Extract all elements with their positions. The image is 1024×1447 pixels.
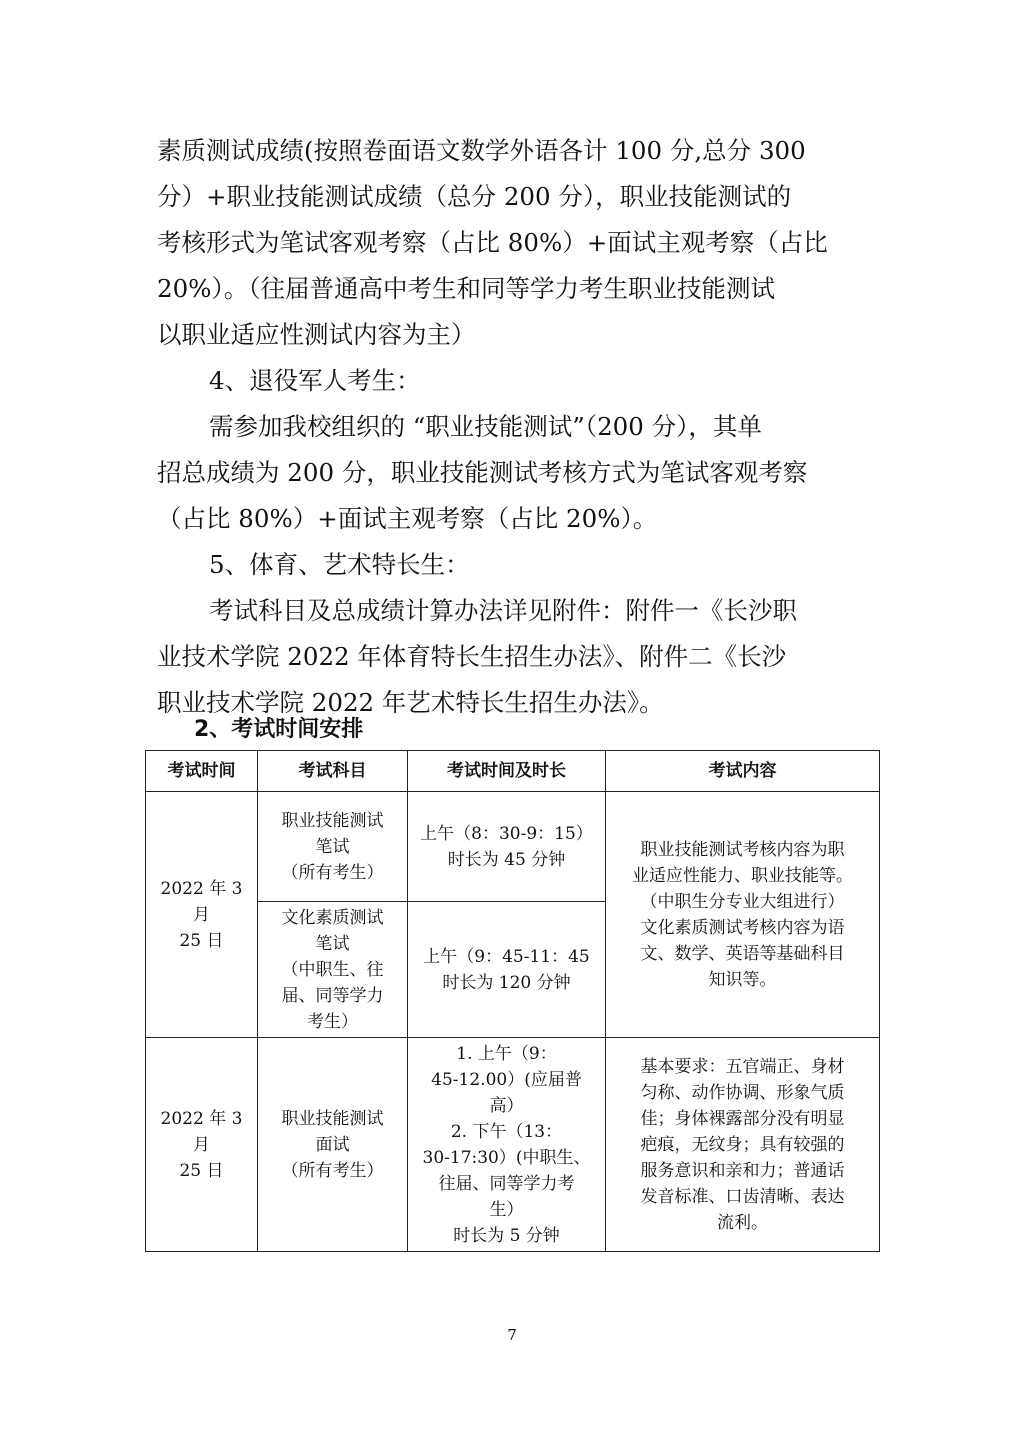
table-header-row xyxy=(146,751,880,792)
table-row xyxy=(146,792,880,902)
item4-heading: 4、退役军人考生： xyxy=(209,366,421,395)
group2-content-cell: 基本要求：五官端正、身材 匀称、动作协调、形象气质 佳；身体裸露部分没有明显 疤痕，无纹身；具有较强的 服务意识和亲和力；普通话 发音标准、口齿清晰、表达 流利。 xyxy=(606,1038,880,1252)
table-row xyxy=(146,1038,880,1252)
header-exam-content: 考试内容 xyxy=(606,751,880,792)
group1-date-cell: 2022 年 3 月 25 日 xyxy=(146,792,258,1038)
page-number: 7 xyxy=(507,1326,517,1344)
group1-row1-subject-cell: 职业技能测试 笔试 （所有考生） xyxy=(258,792,408,902)
group2-time-cell: 1. 上午（9： 45-12.00）(应届普 高） 2. 下午（13： 30-17:30）(中职生、 往届、同等学力考 生） 时长为 5 分钟 xyxy=(408,1038,606,1252)
item5-heading: 5、体育、艺术特长生： xyxy=(209,550,470,579)
group2-subject-cell: 职业技能测试 面试 （所有考生） xyxy=(258,1038,408,1252)
group1-content-cell: 职业技能测试考核内容为职 业适应性能力、职业技能等。 （中职生分专业大组进行） 文化素质测试考核内容为语 文、数学、英语等基础科目 知识等。 xyxy=(606,792,880,1038)
group1-row2-time-cell: 上午（9：45-11：45 时长为 120 分钟 xyxy=(408,902,606,1038)
para1-line: 分）+职业技能测试成绩（总分 200 分），职业技能测试的 xyxy=(157,182,792,211)
item5-line: 业技术学院 2022 年体育特长生招生办法》、附件二《长沙 xyxy=(157,642,787,671)
para1-line: 以职业适应性测试内容为主） xyxy=(157,320,476,349)
item5-line: 考试科目及总成绩计算办法详见附件：附件一《长沙职 xyxy=(209,596,797,625)
header-exam-subject: 考试科目 xyxy=(258,751,408,792)
para1-line: 素质测试成绩(按照卷面语文数学外语各计 100 分,总分 300 xyxy=(157,136,806,165)
header-exam-time: 考试时间 xyxy=(146,751,258,792)
group1-row1-time-cell: 上午（8：30-9：15） 时长为 45 分钟 xyxy=(408,792,606,902)
section-heading: 2、考试时间安排 xyxy=(194,717,364,742)
group1-row2-subject-cell: 文化素质测试 笔试 （中职生、往 届、同等学力 考生） xyxy=(258,902,408,1038)
item4-line: 招总成绩为 200 分，职业技能测试考核方式为笔试客观考察 xyxy=(157,458,808,487)
item5-line: 职业技术学院 2022 年艺术特长生招生办法》。 xyxy=(157,688,664,717)
body-text xyxy=(157,128,871,726)
header-exam-duration: 考试时间及时长 xyxy=(408,751,606,792)
para1-line: 20%）。（往届普通高中考生和同等学力考生职业技能测试 xyxy=(157,274,775,303)
item4-line: （占比 80%）+面试主观考察（占比 20%）。 xyxy=(157,504,658,533)
exam-schedule-table xyxy=(145,750,880,1252)
group2-date-cell: 2022 年 3 月 25 日 xyxy=(146,1038,258,1252)
item4-line: 需参加我校组织的 “职业技能测试”（200 分），其单 xyxy=(209,412,762,441)
para1-line: 考核形式为笔试客观考察（占比 80%）+面试主观考察（占比 xyxy=(157,228,828,257)
